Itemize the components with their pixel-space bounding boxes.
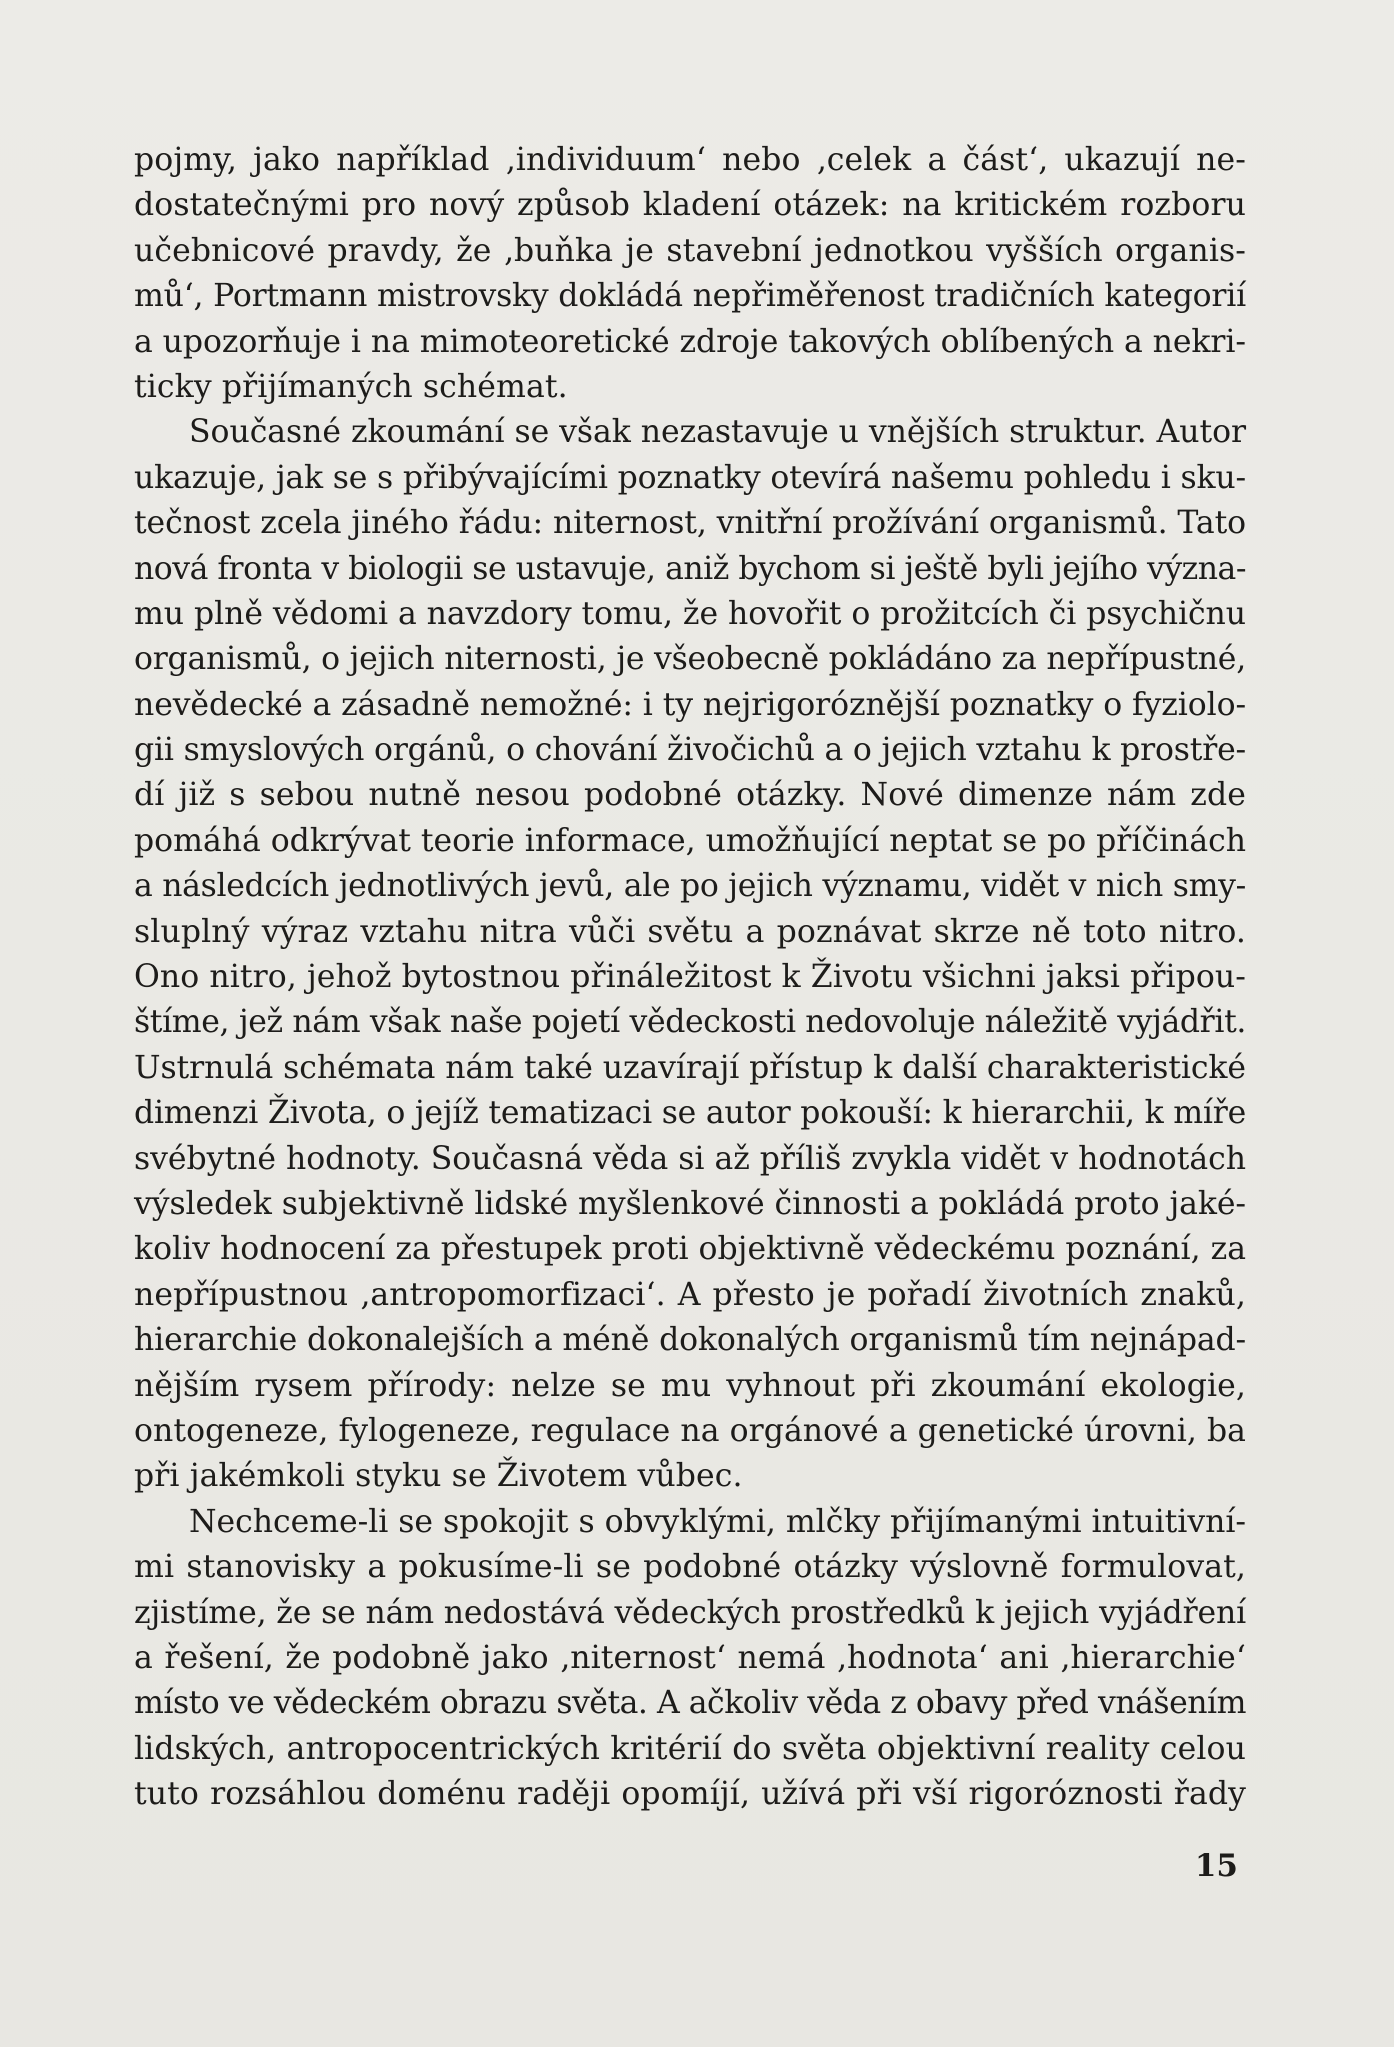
text-line: organismů, o jejich niternosti, je všeobecně pokládáno za nepřípustné,: [134, 641, 1246, 678]
text-line: a upozorňuje i na mimoteoretické zdroje takových oblíbených a nekri-: [134, 323, 1246, 360]
text-line: lidských, antropocentrických kritérií do světa objektivní reality celou: [134, 1730, 1246, 1767]
text-line: hierarchie dokonalejších a méně dokonalých organismů tím nejnápad-: [134, 1322, 1247, 1359]
text-line: ontogeneze, fylogeneze, regulace na orgánové a genetické úrovni, ba: [134, 1412, 1246, 1449]
text-line: mi stanovisky a pokusíme-li se podobné otázky výslovně formulovat,: [134, 1549, 1246, 1586]
text-line: dostatečnými pro nový způsob kladení otázek: na kritickém rozboru: [134, 187, 1246, 224]
text-line: mů‘, Portmann mistrovsky dokládá nepřiměřenost tradičních kategorií: [134, 278, 1246, 315]
body-text: [134, 138, 1246, 1817]
text-line: zjistíme, že se nám nedostává vědeckých prostředků k jejich vyjádření: [134, 1594, 1247, 1631]
text-line: nějším rysem přírody: nelze se mu vyhnout při zkoumání ekologie,: [134, 1367, 1246, 1404]
text-line: ticky přijímaných schémat.: [134, 368, 568, 405]
paragraph-2: [134, 410, 1246, 1499]
text-line: Současné zkoumání se však nezastavuje u vnějších struktur. Autor: [189, 414, 1246, 451]
text-line: dí již s sebou nutně nesou podobné otázky. Nové dimenze nám zde: [134, 777, 1246, 814]
page-number: 15: [1194, 1848, 1238, 1884]
text-line: a řešení, že podobně jako ‚niternost‘ nemá ‚hodnota‘ ani ‚hierarchie‘: [134, 1639, 1246, 1676]
text-line: Ono nitro, jehož bytostnou přináležitost k Životu všichni jaksi připou-: [134, 959, 1246, 996]
text-line: svébytné hodnoty. Současná věda si až příliš zvykla vidět v hodnotách: [134, 1140, 1246, 1177]
text-line: místo ve vědeckém obrazu světa. A ačkoliv věda z obavy před vnášením: [134, 1685, 1246, 1722]
text-line: nepřípustnou ‚antropomorfizaci‘. A přesto je pořadí životních znaků,: [134, 1276, 1246, 1313]
paragraph-1: [134, 138, 1246, 410]
text-line: koliv hodnocení za přestupek proti objektivně vědeckému poznání, za: [134, 1231, 1246, 1268]
text-line: pomáhá odkrývat teorie informace, umožňující neptat se po příčinách: [134, 822, 1246, 859]
text-line: sluplný výraz vztahu nitra vůči světu a poznávat skrze ně toto nitro.: [134, 913, 1246, 950]
text-line: učebnicové pravdy, že ‚buňka je stavební jednotkou vyšších organis-: [134, 232, 1246, 269]
text-line: štíme, jež nám však naše pojetí vědeckosti nedovoluje náležitě vyjádřit.: [134, 1004, 1246, 1041]
text-line: gii smyslových orgánů, o chování živočichů a o jejich vztahu k prostře-: [134, 732, 1247, 769]
text-line: mu plně vědomi a navzdory tomu, že hovořit o prožitcích či psychičnu: [134, 595, 1246, 632]
text-line: tuto rozsáhlou doménu raději opomíjí, užívá při vší rigoróznosti řady: [134, 1776, 1246, 1813]
text-line: pojmy, jako například ‚individuum‘ nebo ‚celek a část‘, ukazují ne-: [134, 142, 1246, 178]
text-line: výsledek subjektivně lidské myšlenkové činnosti a pokládá proto jaké-: [134, 1185, 1246, 1222]
text-line: při jakémkoli styku se Životem vůbec.: [134, 1458, 743, 1495]
text-line: dimenzi Života, o jejíž tematizaci se autor pokouší: k hierarchii, k míře: [134, 1095, 1247, 1132]
text-line: nová fronta v biologii se ustavuje, aniž bychom si ještě byli jejího význa-: [134, 550, 1246, 587]
text-line: Nechceme-li se spokojit s obvyklými, mlčky přijímanými intuitivní-: [189, 1503, 1246, 1540]
text-line: tečnost zcela jiného řádu: niternost, vnitřní prožívání organismů. Tato: [134, 505, 1246, 542]
text-line: a následcích jednotlivých jevů, ale po jejich významu, vidět v nich smy-: [134, 868, 1246, 905]
text-line: nevědecké a zásadně nemožné: i ty nejrigoróznější poznatky o fyziolo-: [134, 686, 1247, 723]
text-line: Ustrnulá schémata nám také uzavírají přístup k další charakteristické: [134, 1049, 1246, 1086]
paragraph-3: [134, 1500, 1246, 1818]
text-line: ukazuje, jak se s přibývajícími poznatky otevírá našemu pohledu i sku-: [134, 459, 1246, 496]
